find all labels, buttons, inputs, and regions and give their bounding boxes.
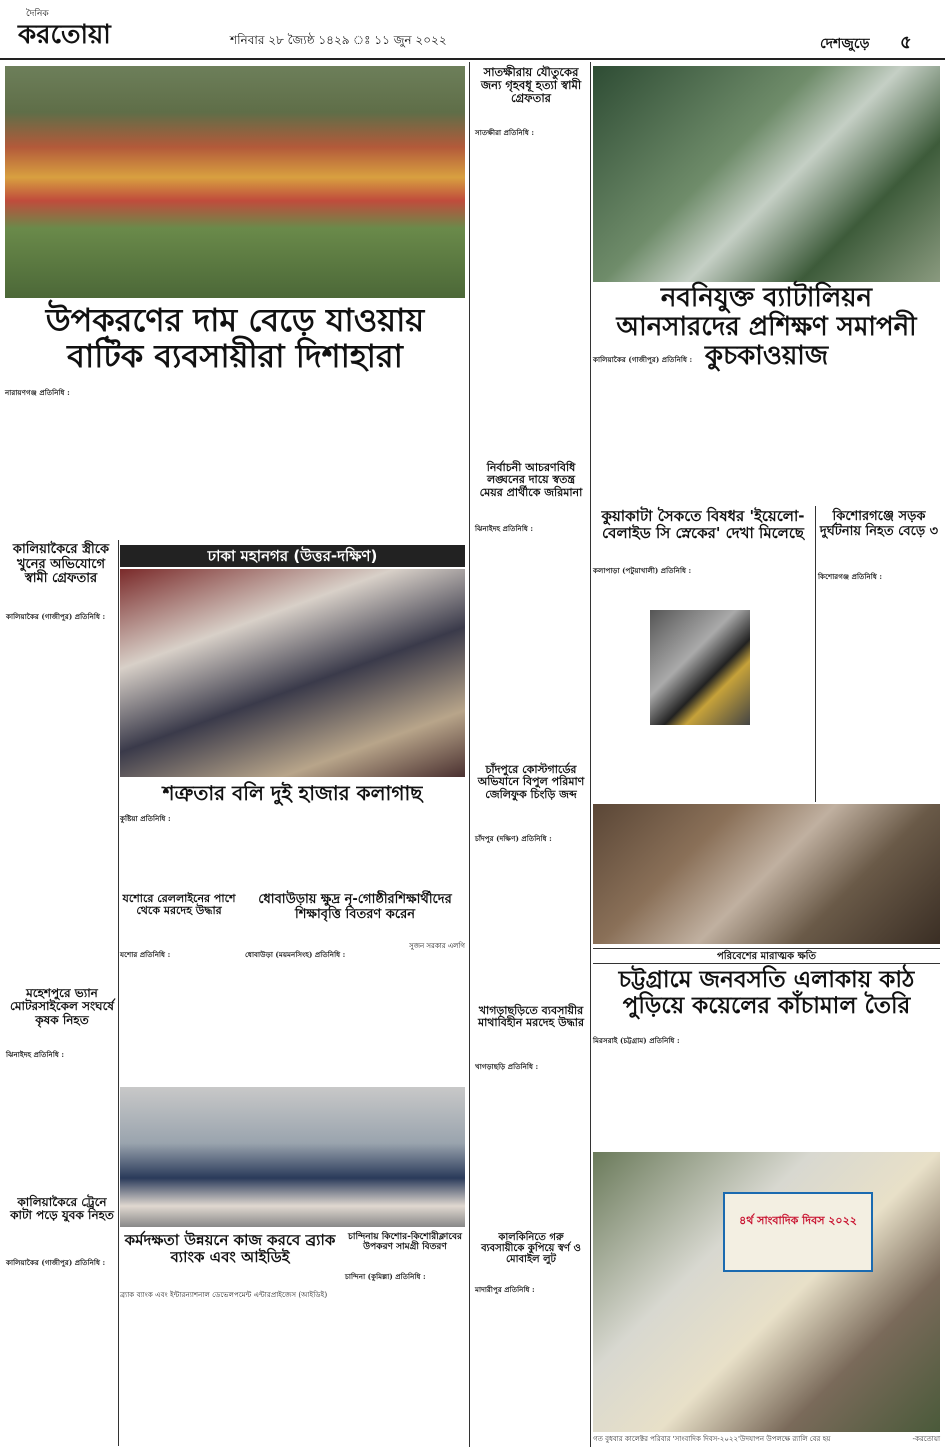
train-headline: কালিয়াকৈরে ট্রেনে কাটা পড়ে যুবক নিহত bbox=[10, 1195, 114, 1223]
ansar-photo bbox=[593, 66, 940, 282]
masthead bbox=[0, 0, 945, 60]
logo-small: দৈনিক bbox=[26, 9, 49, 19]
kishoreganj-headline: কিশোরগঞ্জে সড়ক দুর্ঘটনায় নিহত বেড়ে ৩ bbox=[819, 509, 939, 539]
chandpur-headline: চাঁদপুরে কোস্টগার্ডের অভিযানে বিপুল পরিমাণ জেলিফুক চিংড়ি জব্দ bbox=[477, 763, 585, 801]
rally-caption-text: গত বুধবার কালেক্টর পরিবার 'সাংবাদিক দিবস-২০২২'উদযাপন উপলক্ষে র‍্যালি বের হয় bbox=[593, 1435, 831, 1443]
kishoreganj-dateline: কিশোরগঞ্জ প্রতিনিধি : bbox=[818, 572, 883, 581]
brac-headline: কর্মদক্ষতা উন্নয়নে কাজ করবে ব্র্যাক ব্যাংক এবং আইডিই bbox=[124, 1231, 336, 1266]
kiln-photo bbox=[593, 804, 940, 944]
kaliakair-headline: কালিয়াকৈরে স্ত্রীকে খুনের অভিযোগে স্বামী গ্রেফতার bbox=[12, 542, 110, 587]
dhobaura-body bbox=[245, 950, 465, 1082]
banana-headline: শত্রুতার বলি দুই হাজার কলাগাছ bbox=[162, 781, 423, 805]
election-body bbox=[475, 524, 587, 760]
chandina-dateline: চান্দিনা (কুমিল্লা) প্রতিনিধি : bbox=[345, 1272, 426, 1281]
khagrachari-headline: খাগড়াছড়িতে ব্যবসায়ীর মাথাবিহীন মরদেহ উদ্ধার bbox=[477, 1004, 585, 1030]
ansar-dateline: কালিয়াকৈর (গাজীপুর) প্রতিনিধি : bbox=[593, 355, 693, 364]
brac-lead: ব্র্যাক ব্যাংক এবং ইন্টারন্যাশনাল ডেভেলপমেন্ট এন্টারপ্রাইজেস (আইডিই) bbox=[120, 1290, 328, 1299]
kishoreganj-body bbox=[818, 572, 940, 802]
env-banner bbox=[593, 948, 940, 964]
rule-v-4 bbox=[815, 506, 816, 802]
election-dateline: ঝিনাইদহ প্রতিনিধি : bbox=[475, 524, 534, 533]
rally-caption-credit: -করতোয়া bbox=[912, 1435, 940, 1443]
chandpur-body bbox=[475, 834, 587, 1002]
kalkini-headline: কালকিনিতে গরু ব্যবসায়ীকে কুপিয়ে স্বর্ণ ও মোবাইল লুট bbox=[481, 1232, 581, 1266]
moheshpur-dateline: ঝিনাইদহ প্রতিনিধি : bbox=[6, 1050, 65, 1059]
kuakata-dateline: কলাপাড়া (পটুয়াখালী) প্রতিনিধি : bbox=[593, 566, 692, 575]
kalkini-body bbox=[475, 1285, 587, 1446]
chandina-body bbox=[345, 1272, 465, 1446]
khagrachari-dateline: খাগড়াছড়ি প্রতিনিধি : bbox=[475, 1062, 539, 1071]
dhobaura-headline: ধোবাউড়ায় ক্ষুদ্র নৃ-গোষ্ঠীরশিক্ষার্থীদের শিক্ষাবৃত্তি বিতরণ করেন bbox=[258, 892, 452, 922]
chandpur-dateline: চাঁদপুর (দক্ষিণ) প্রতিনিধি : bbox=[475, 834, 552, 843]
rail-body bbox=[120, 950, 238, 1082]
dhobaura-byline: সুজন সরকার এলগি bbox=[409, 942, 465, 950]
chattogram-dateline: মিরসরাই (চট্টগ্রাম) প্রতিনিধি : bbox=[593, 1036, 680, 1045]
rail-headline: যশোরে রেললাইনের পাশে থেকে মরদেহ উদ্ধার bbox=[122, 892, 236, 918]
kaliakair-body bbox=[6, 612, 118, 982]
batik-headline: উপকরণের দাম বেড়ে যাওয়ায় বাটিক ব্যবসায়ীরা দিশাহারা bbox=[45, 301, 425, 375]
rally-photo bbox=[593, 1152, 940, 1432]
rally-banner-text: ৪র্থ সাংবাদিক দিবস ২০২২ bbox=[739, 1214, 857, 1227]
chattogram-headline: চট্টগ্রামে জনবসতি এলাকায় কাঠ পুড়িয়ে কয়েলের কাঁচামাল তৈরি bbox=[618, 967, 915, 1019]
rail-dateline: যশোর প্রতিনিধি : bbox=[120, 950, 171, 959]
ansar-body bbox=[593, 355, 940, 503]
rally-caption bbox=[593, 1435, 940, 1447]
chandina-headline: চান্দিনায় কিশোর-কিশোরীক্লাবের উপকরণ সামগ্রী বিতরণ bbox=[348, 1232, 462, 1253]
page-number: ৫ bbox=[900, 32, 912, 53]
khagrachari-body bbox=[475, 1062, 587, 1227]
logo: করতোয়া bbox=[18, 20, 111, 50]
date-line: শনিবার ২৮ জ্যৈষ্ঠ ১৪২৯ ঃ ১১ জুন ২০২২ bbox=[230, 33, 447, 47]
batik-body bbox=[5, 388, 465, 536]
kuakata-body bbox=[593, 566, 811, 802]
dowry-headline: সাতক্ষীরায় যৌতুকের জন্য গৃহবধূ হত্যা স্বামী গ্রেফতার bbox=[480, 65, 582, 105]
rule-v-3 bbox=[118, 540, 119, 1446]
moheshpur-body bbox=[6, 1050, 118, 1192]
kalkini-dateline: মাদারীপুর প্রতিনিধি : bbox=[475, 1285, 535, 1294]
rally-banner bbox=[723, 1192, 873, 1272]
banana-dateline: কুষ্টিয়া প্রতিনিধি : bbox=[120, 814, 171, 823]
batik-dateline: নারায়ণগঞ্জ প্রতিনিধি : bbox=[5, 388, 70, 397]
env-banner-text: পরিবেশের মারাত্মক ক্ষতি bbox=[716, 951, 817, 962]
dhaka-banner-text: ঢাকা মহানগর (উত্তর-দক্ষিণ) bbox=[207, 547, 378, 565]
train-body bbox=[6, 1258, 118, 1446]
rule-v-2 bbox=[590, 62, 591, 1447]
brac-body bbox=[120, 1290, 340, 1446]
brac-photo bbox=[120, 1087, 465, 1227]
batik-photo bbox=[5, 66, 465, 298]
kuakata-headline: কুয়াকাটা সৈকতে বিষধর 'ইয়েলো-বেলাইড সি স্নেকের' দেখা মিলেছে bbox=[601, 507, 805, 542]
kaliakair-dateline: কালিয়াকৈর (গাজীপুর) প্রতিনিধি : bbox=[6, 612, 106, 621]
ansar-headline: নবনিযুক্ত ব্যাটালিয়ন আনসারদের প্রশিক্ষণ সমাপনী কুচকাওয়াজ bbox=[616, 283, 917, 372]
moheshpur-headline: মহেশপুরে ভ্যান মোটরসাইকেল সংঘর্ষে কৃষক নিহত bbox=[9, 986, 115, 1027]
dowry-dateline: সাতক্ষীরা প্রতিনিধি : bbox=[475, 128, 535, 137]
rule-v-1 bbox=[469, 62, 470, 1447]
chattogram-body bbox=[593, 1036, 940, 1148]
dhaka-photo bbox=[120, 569, 465, 777]
train-dateline: কালিয়াকৈর (গাজীপুর) প্রতিনিধি : bbox=[6, 1258, 106, 1267]
dhaka-banner bbox=[120, 545, 465, 567]
election-headline: নির্বাচনী আচরণবিধি লঙ্ঘনের দায়ে স্বতন্ত্র মেয়র প্রার্থীকে জরিমানা bbox=[479, 461, 583, 499]
banana-body bbox=[120, 814, 465, 890]
dhobaura-dateline: ধোবাউড়া (ময়মনসিংহ) প্রতিনিধি : bbox=[245, 950, 346, 959]
section-label: দেশজুড়ে bbox=[820, 36, 870, 52]
dowry-body bbox=[475, 128, 587, 458]
